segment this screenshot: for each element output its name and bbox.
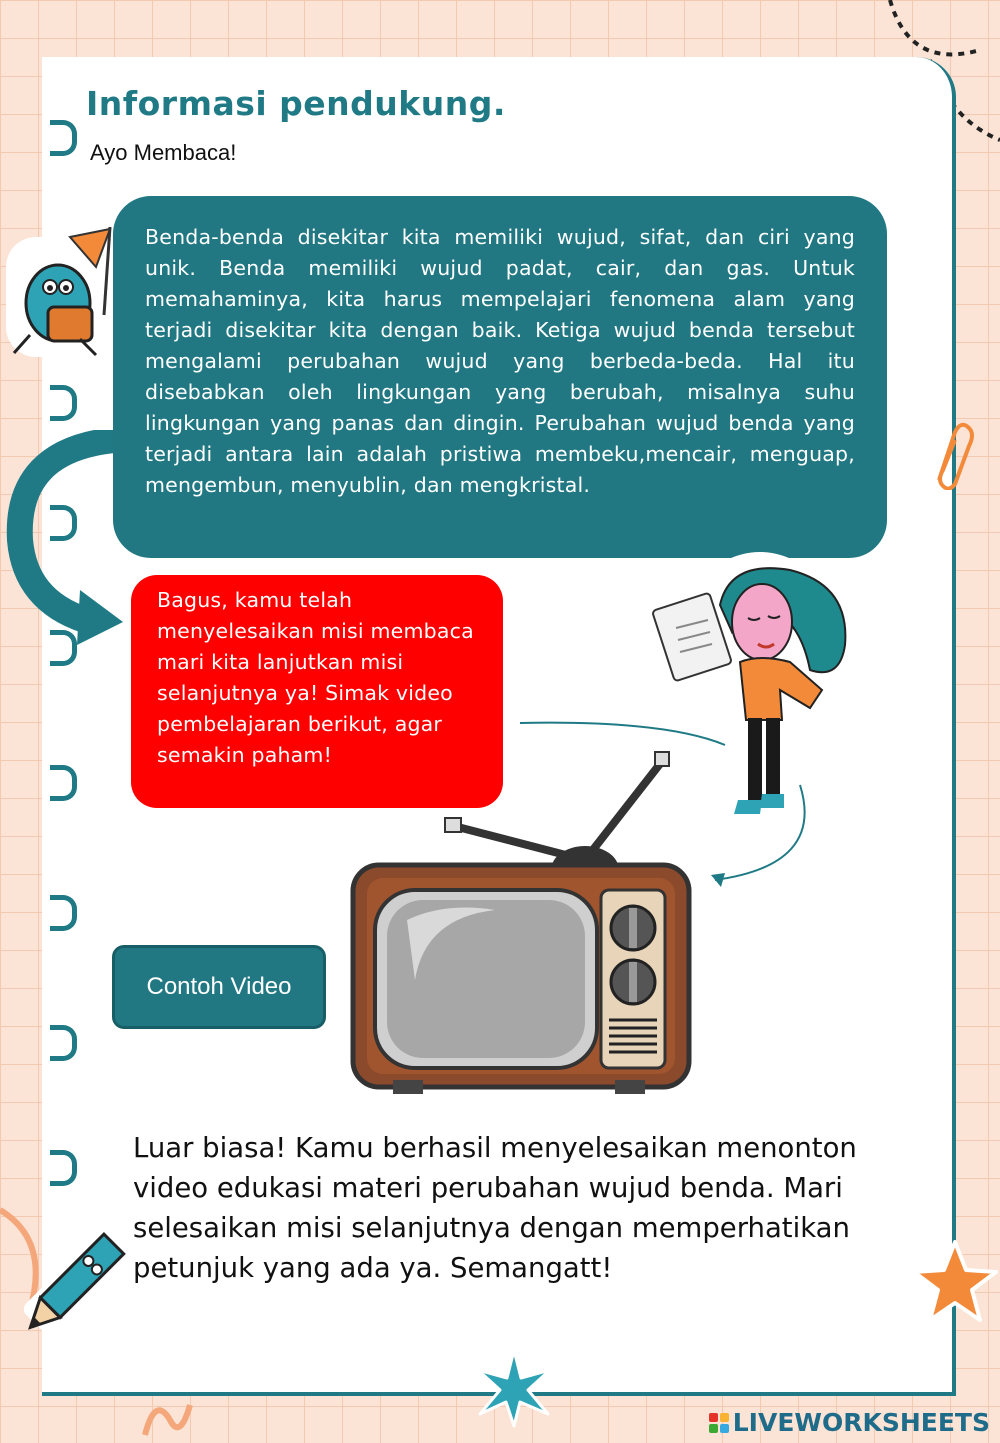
ring-icon xyxy=(50,1150,77,1186)
ring-icon xyxy=(50,120,77,156)
info-panel xyxy=(113,196,887,558)
teal-curved-arrow-icon xyxy=(5,430,130,650)
pencil-mascot-icon xyxy=(10,1225,130,1350)
mission-text: Bagus, kamu telah menyelesaikan misi membaca mari kita lanjutkan misi selanjutnya ya! Simak video pembelajaran berikut, agar semakin paham! xyxy=(157,588,474,767)
teal-star-icon xyxy=(474,1348,554,1428)
page-title: Informasi pendukung. xyxy=(86,84,506,123)
television-icon xyxy=(345,750,695,1100)
paperclip-icon xyxy=(925,420,975,490)
ring-icon xyxy=(50,765,77,801)
ring-icon xyxy=(50,385,77,421)
liveworksheets-footer xyxy=(709,1408,990,1437)
info-text: Benda-benda disekitar kita memiliki wujud, sifat, dan ciri yang unik. Benda memiliki wujud padat, cair, dan gas. Untuk memahaminya, kita harus mempelajari fenomena alam yang terjadi disekitar kita dengan baik. Ketiga wujud benda tersebut mengalami perubahan wujud yang berbeda-beda. Hal itu disebabkan oleh lingkungan yang berubah, misalnya suhu lingkungan yang panas dan dingin. Perubahan wujud benda yang terjadi antara lain adalah pristiwa membeku,mencair, menguap, mengembun, menyublin, dan mengkristal. xyxy=(145,225,855,497)
footer-brand: LIVEWORKSHEETS xyxy=(732,1408,990,1437)
orange-star-icon xyxy=(912,1238,998,1324)
ring-icon xyxy=(50,1025,77,1061)
ring-icon xyxy=(50,895,77,931)
orange-squiggle-decoration xyxy=(135,1395,195,1443)
backpack-mascot-icon xyxy=(0,215,130,365)
contoh-video-button[interactable]: Contoh Video xyxy=(112,945,326,1029)
liveworksheets-logo-icon xyxy=(709,1413,729,1433)
page-subtitle: Ayo Membaca! xyxy=(90,140,237,165)
closing-message: Luar biasa! Kamu berhasil menyelesaikan menonton video edukasi materi perubahan wujud benda. Mari selesaikan misi selanjutnya dengan memperhatikan petunjuk yang ada ya. Semangatt! xyxy=(133,1132,857,1284)
